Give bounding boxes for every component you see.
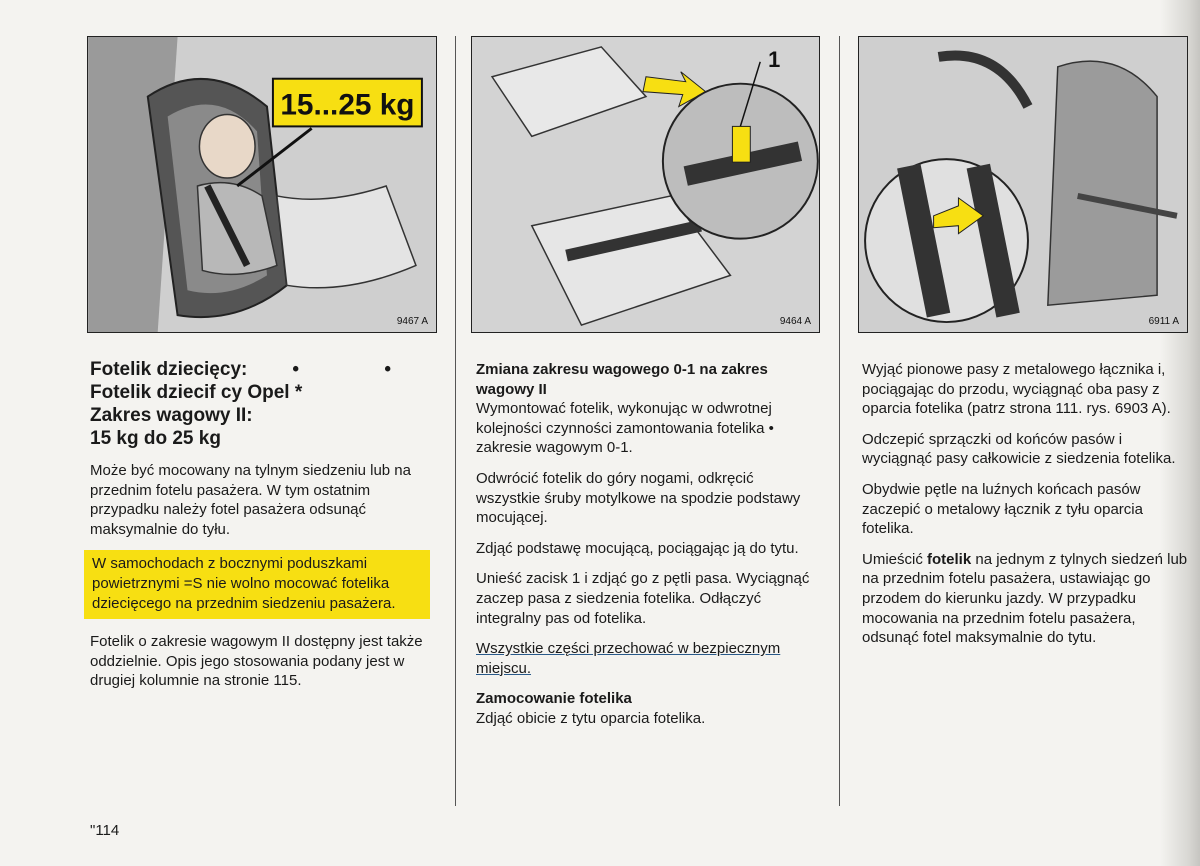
section-heading: Zmiana zakresu wagowego 0-1 na zakres wagowy II	[476, 361, 768, 398]
paragraph: Zdjąć podstawę mocującą, pociągając ją do tytu.	[476, 539, 799, 557]
figure-code: 6911 A	[1148, 316, 1179, 327]
figure-belt-buckle	[858, 36, 1188, 333]
airbag-warning-box: W samochodach z bocznymi poduszkami powietrznymi =S nie wolno mocować fotelika dziecięcego na przednim siedzeniu pasażera.	[84, 550, 430, 619]
figure-code: 9467 A	[396, 316, 428, 327]
paragraph: Może być mocowany na tylnym siedzeniu lub na przednim fotelu pasażera. W tym ostatnim przypadku należy fotel pasażera odsunąć maksymalnie do tyłu.	[90, 462, 411, 538]
column-3	[862, 360, 1190, 659]
figure-seat-base-removal	[471, 36, 820, 333]
column-divider	[455, 36, 456, 806]
heading-line: Zakres wagowy II:	[90, 405, 253, 426]
figure-code: 9464 A	[779, 316, 811, 327]
callout-number: 1	[768, 46, 781, 72]
paragraph: Wyjąć pionowe pasy z metalowego łącznika i, pociągając do przodu, wyciągnąć oba pasy z oparcia fotelika (patrz strona 111. rys. 6903 A).	[862, 361, 1171, 418]
heading-line: 15 kg do 25 kg	[90, 428, 221, 449]
weight-range-label: 15...25 kg	[280, 88, 415, 122]
paragraph: Zdjąć obicie z tytu oparcia fotelika.	[476, 709, 706, 727]
paragraph: Odczepić sprzączki od końców pasów i wyciągnąć pasy całkowicie z siedzenia fotelika.	[862, 430, 1176, 468]
heading-line: Fotelik dziecif cy Opel *	[90, 382, 303, 403]
column-divider	[839, 36, 840, 806]
paragraph: Unieść zacisk 1 i zdjąć go z pętli pasa. Wyciągnąć zaczep pasa z siedzenia fotelika. Odłączyć integralny pas od fotelika.	[476, 570, 810, 627]
text-run: na jednym z tylnych siedzeń lub na przednim fotelu pasażera, ustawiając go przodem do kierunku jazdy. W przypadku mocowania na przednim fotelu pasażera, odsunąć fotel maksymalnie do tytu.	[862, 550, 1188, 647]
heading-line: Fotelik dziecięcy:	[90, 359, 248, 380]
page-number: "114	[90, 822, 120, 839]
belt-buckle-illustration	[859, 37, 1187, 332]
bold-term: fotelik	[927, 550, 972, 568]
paragraph: Odwrócić fotelik do góry nogami, odkręcić wszystkie śruby motylkowe na spodzie podstawy mocującej.	[476, 469, 801, 527]
seat-base-illustration	[472, 37, 819, 332]
column-1	[90, 358, 435, 702]
subheading-mounting: Zamocowanie fotelika	[476, 690, 632, 708]
column-2	[476, 360, 816, 740]
paragraph: Fotelik o zakresie wagowym II dostępny jest także oddzielnie. Opis jego stosowania podany jest w drugiej kolumnie na stronie 115.	[90, 633, 423, 690]
paragraph-underlined: Wszystkie części przechować w bezpiecznym miejscu.	[476, 640, 781, 677]
figure-child-seat-15-25kg	[87, 36, 437, 333]
section-heading	[90, 358, 435, 450]
heading-bullets: • •	[292, 359, 431, 380]
child-seat-illustration	[88, 37, 436, 332]
text-run: Umieścić	[862, 550, 928, 568]
paragraph: Wymontować fotelik, wykonując w odwrotnej kolejności czynności zamontowania fotelika • zakresie wagowym 0-1.	[476, 400, 774, 457]
paragraph: Obydwie pętle na luźnych końcach pasów zaczepić o metalowy łącznik z tyłu oparcia fotelika.	[862, 480, 1143, 538]
paragraph	[862, 550, 1190, 648]
